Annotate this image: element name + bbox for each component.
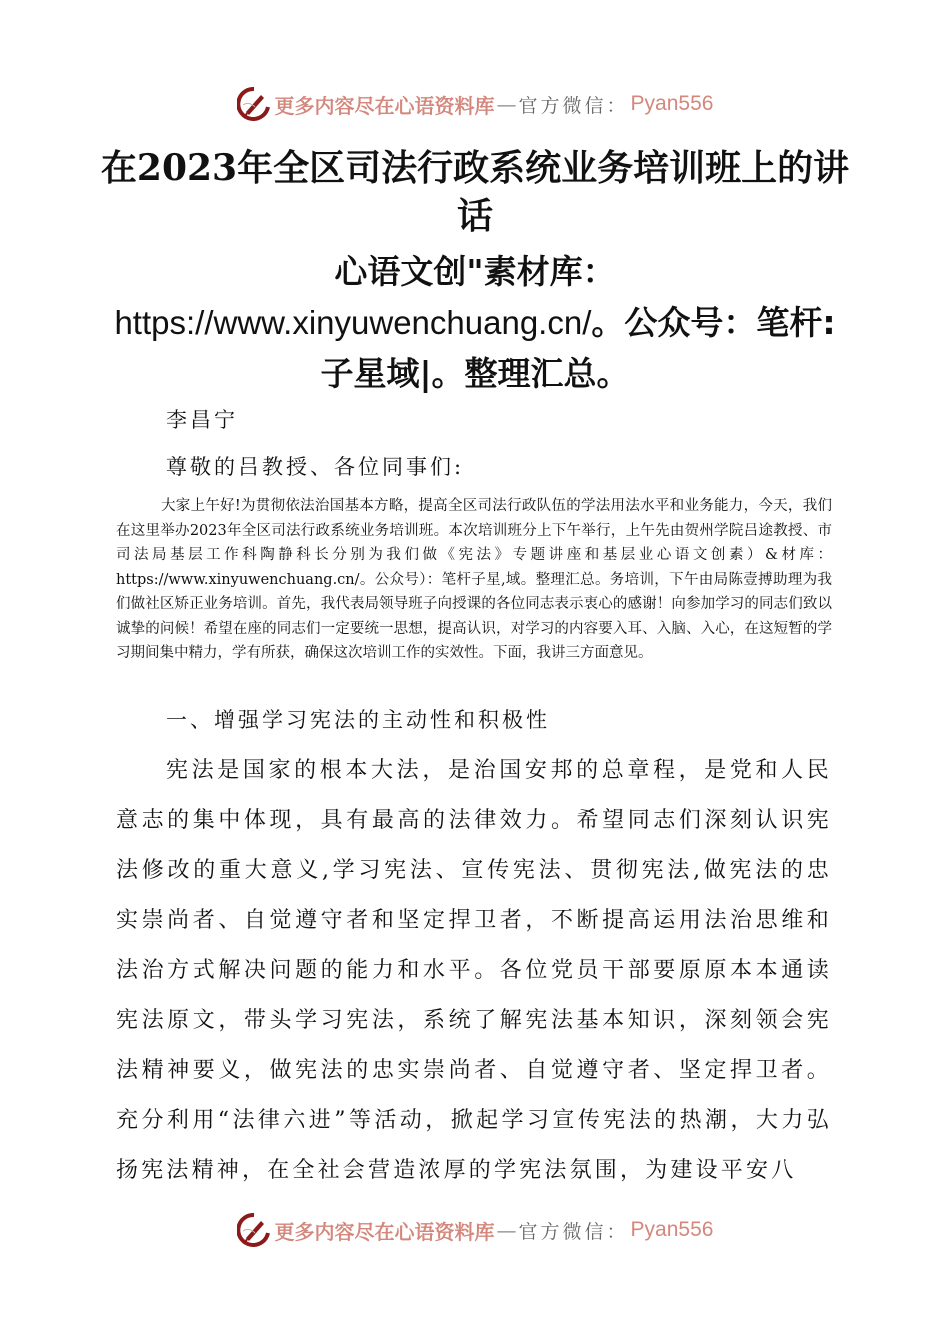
wechat-id: Pyan556 bbox=[630, 1218, 714, 1241]
quill-pen-circle-icon bbox=[237, 1213, 271, 1247]
section-1-heading: 一、增强学习宪法的主动性和积极性 bbox=[166, 708, 550, 732]
wechat-id: Pyan556 bbox=[630, 92, 714, 115]
subtitle-suffix: 。公众号：笔杆:子星域|。整理汇总。 bbox=[320, 303, 836, 393]
footer-watermark-banner bbox=[0, 1208, 950, 1252]
official-wechat-label: 官方微信： bbox=[518, 1220, 629, 1243]
section-1-body: 宪法是国家的根本大法，是治国安邦的总章程，是党和人民意志的集中体现，具有最高的法律效力。希望同志们深刻认识宪法修改的重大意义,学习宪法、宣传宪法、贯彻宪法,做宪法的忠实崇尚者、自觉遵守者和坚定捍卫者，不断提高运用法治思维和法治方式解决问题的能力和水平。各位党员干部要原原本本通读宪法原文，带头学习宪法，系统了解宪法基本知识，深刻领会宪法精神要义，做宪法的忠实崇尚者、自觉遵守者、坚定捍卫者。充分利用“法律六进”等活动，掀起学习宣传宪法的热潮，大力弘扬宪法精神，在全社会营造浓厚的学宪法氛围，为建设平安八 bbox=[116, 758, 832, 1183]
brand-text: 更多内容尽在心语资料库 bbox=[274, 93, 495, 118]
document-subtitle bbox=[100, 246, 850, 399]
intro-paragraph: 大家上午好!为贯彻依法治国基本方略，提高全区司法行政队伍的学法用法水平和业务能力，今天，我们在这里举办2023年全区司法行政系统业务培训班。本次培训班分上下午举行，上午先由贺州学院吕途教授、市司法局基层工作科陶静科长分别为我们做《宪法》专题讲座和基层业心语文创素）&材库：https://www.xinyuwenchuang.cn/。公众号）：笔杆子星,域。整理汇总。务培训，下午由局陈壹搏助理为我们做社区矫正业务培训。首先，我代表局领导班子向授课的各位同志表示衷心的感谢！向参加学习的同志们致以诚挚的问候！希望在座的同志们一定要统一思想，提高认识，对学习的内容要入耳、入脑、入心，在这短暂的学习期间集中精力，学有所获，确保这次培训工作的实效性。下面，我讲三方面意见。 bbox=[116, 498, 832, 661]
document-title: 在2023年全区司法行政系统业务培训班上的讲话 bbox=[100, 147, 850, 237]
subtitle-url: https://www.xinyuwenchuang.cn/ bbox=[114, 304, 592, 341]
header-watermark-banner bbox=[0, 82, 950, 126]
quill-pen-circle-icon bbox=[237, 87, 271, 121]
brand-text: 更多内容尽在心语资料库 bbox=[274, 1219, 495, 1244]
official-wechat-label: 官方微信： bbox=[518, 94, 629, 117]
subtitle-prefix: 心语文创"素材库： bbox=[334, 252, 616, 291]
separator-dash: — bbox=[496, 92, 517, 116]
greeting-line: 尊敬的吕教授、各位同事们: bbox=[166, 455, 465, 479]
author-name: 李昌宁 bbox=[166, 408, 238, 432]
separator-dash: — bbox=[496, 1218, 517, 1242]
